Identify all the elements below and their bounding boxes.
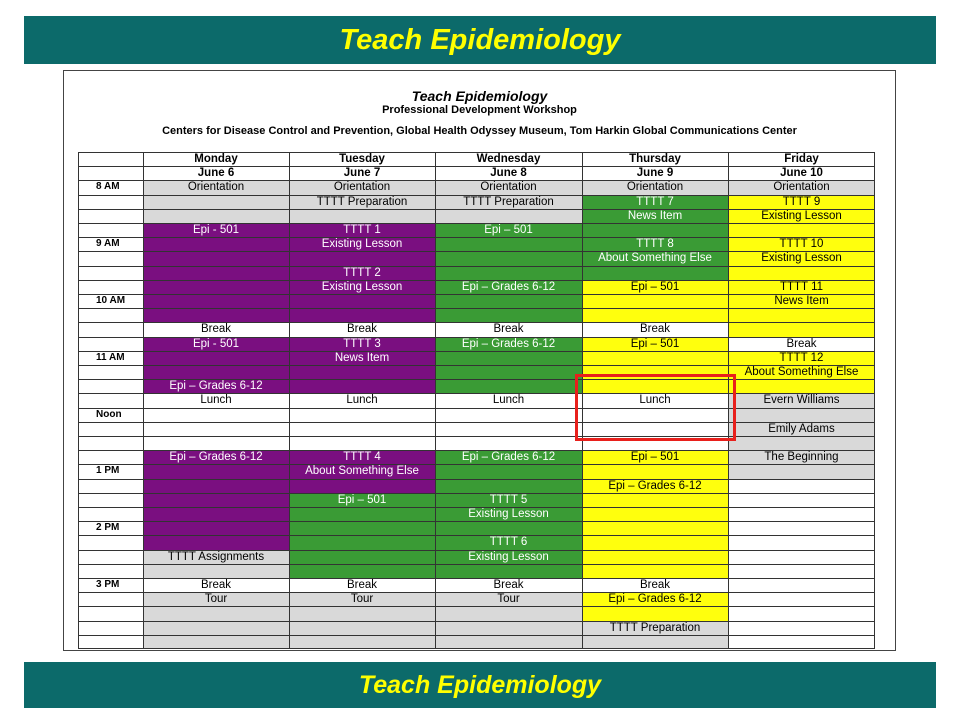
schedule-block [582, 408, 728, 450]
session-label: Epi – Grades 6-12 [461, 451, 556, 463]
day-header: Thursday [629, 153, 681, 165]
date-header: June 8 [490, 167, 527, 179]
session-label: TTTT 4 [343, 451, 381, 463]
time-label: 3 PM [96, 579, 120, 590]
time-label: 8 AM [96, 181, 120, 192]
day-header: Tuesday [339, 153, 385, 165]
grid-line [78, 648, 875, 649]
schedule-block [143, 606, 289, 649]
bottom-banner-title: Teach Epidemiology [24, 662, 936, 708]
session-label: Existing Lesson [321, 281, 403, 293]
session-label: Epi - 501 [192, 224, 240, 236]
session-label: Evern Williams [763, 394, 840, 406]
session-label: Orientation [773, 181, 830, 193]
session-label: Tour [350, 593, 374, 605]
session-label: About Something Else [744, 366, 859, 378]
session-label: Break [200, 579, 232, 591]
grid-line [78, 564, 875, 565]
session-label: Tour [497, 593, 520, 605]
session-label: Existing Lesson [761, 252, 842, 264]
time-label: 11 AM [96, 352, 125, 363]
session-label: TTTT 9 [782, 196, 821, 208]
session-label: Existing Lesson [761, 210, 842, 222]
session-label: Lunch [639, 394, 671, 406]
session-label: Epi – Grades 6-12 [169, 451, 263, 463]
time-label: Noon [96, 409, 122, 420]
document-subtitle: Professional Development Workshop [382, 104, 577, 116]
document-centers: Centers for Disease Control and Prevention, Global Health Odyssey Museum, Tom Harkin Global Communications Center [162, 125, 797, 137]
grid-line [78, 308, 875, 309]
day-header: Wednesday [476, 153, 541, 165]
session-label: Lunch [492, 394, 525, 406]
grid-line [78, 152, 79, 649]
session-label: Break [639, 579, 671, 591]
schedule-block [435, 408, 582, 450]
schedule-block [582, 450, 728, 578]
session-label: Epi – Grades 6-12 [461, 338, 556, 350]
session-label: TTTT 7 [636, 196, 674, 208]
session-label: Break [493, 579, 524, 591]
schedule-block [143, 564, 289, 578]
schedule-block [289, 209, 435, 223]
session-label: TTTT 8 [636, 238, 674, 250]
time-label: 9 AM [96, 238, 120, 249]
session-label: TTTT 10 [779, 238, 824, 250]
session-label: Epi – Grades 6-12 [461, 281, 556, 293]
schedule-block [289, 408, 435, 450]
session-label: Orientation [480, 181, 537, 193]
session-label: News Item [627, 210, 683, 222]
session-label: Epi – 501 [484, 224, 533, 236]
grid-line [78, 408, 875, 409]
session-label: TTTT 1 [343, 224, 381, 236]
document-title: Teach Epidemiology [411, 88, 548, 104]
session-label: Break [346, 323, 378, 335]
time-label: 10 AM [96, 295, 126, 306]
day-header: Friday [784, 153, 819, 165]
top-banner-title: Teach Epidemiology [24, 16, 936, 64]
session-label: The Beginning [764, 451, 839, 463]
session-label: TTTT 6 [489, 536, 528, 548]
session-label: About Something Else [598, 252, 712, 264]
session-label: About Something Else [305, 465, 419, 477]
session-label: Orientation [333, 181, 391, 193]
session-label: TTTT 12 [779, 352, 824, 364]
session-label: Lunch [200, 394, 232, 406]
session-label: Tour [204, 593, 228, 605]
date-header: June 10 [780, 167, 823, 179]
date-header: June 6 [197, 167, 235, 179]
session-label: TTTT 11 [779, 281, 824, 293]
grid-line [78, 266, 875, 267]
session-label: TTTT Assignments [167, 551, 265, 563]
session-label: TTTT Preparation [316, 196, 408, 208]
session-label: Epi – 501 [630, 451, 680, 463]
session-label: Existing Lesson [321, 238, 403, 250]
grid-line [78, 479, 875, 480]
grid-line [78, 521, 875, 522]
date-header: June 9 [636, 167, 674, 179]
session-label: Orientation [626, 181, 684, 193]
grid-line [78, 606, 875, 607]
session-label: TTTT 3 [343, 338, 381, 350]
session-label: TTTT Preparation [609, 622, 701, 634]
grid-line [78, 436, 875, 437]
session-label: Orientation [187, 181, 245, 193]
session-label: TTTT 2 [343, 267, 381, 279]
grid-line [78, 621, 875, 622]
session-label: News Item [334, 352, 390, 364]
grid-line [78, 635, 875, 636]
session-label: Epi – Grades 6-12 [608, 593, 702, 605]
date-header: June 7 [343, 167, 381, 179]
session-label: Break [346, 579, 378, 591]
session-label: Break [786, 338, 817, 350]
schedule-grid [78, 152, 875, 649]
schedule-block [435, 606, 582, 649]
session-label: Break [493, 323, 524, 335]
schedule-block [435, 209, 582, 223]
session-label: Epi – Grades 6-12 [608, 480, 702, 492]
session-label: TTTT 5 [489, 494, 528, 506]
session-label: Existing Lesson [468, 508, 549, 520]
session-label: Epi – 501 [337, 494, 387, 506]
day-header: Monday [194, 153, 238, 165]
grid-line [78, 464, 875, 465]
schedule-block [143, 408, 289, 450]
session-label: Epi – 501 [630, 281, 680, 293]
time-label: 1 PM [96, 465, 120, 476]
schedule-block [289, 606, 435, 649]
session-label: Lunch [346, 394, 378, 406]
session-label: Break [639, 323, 671, 335]
session-label: Epi – 501 [630, 338, 680, 350]
session-label: News Item [774, 295, 829, 307]
session-label: Epi – Grades 6-12 [169, 380, 263, 392]
session-label: Break [200, 323, 232, 335]
session-label: TTTT Preparation [463, 196, 554, 208]
session-label: Epi - 501 [192, 338, 240, 350]
session-label: Emily Adams [768, 423, 835, 435]
session-label: Existing Lesson [468, 551, 549, 563]
time-label: 2 PM [96, 522, 120, 533]
